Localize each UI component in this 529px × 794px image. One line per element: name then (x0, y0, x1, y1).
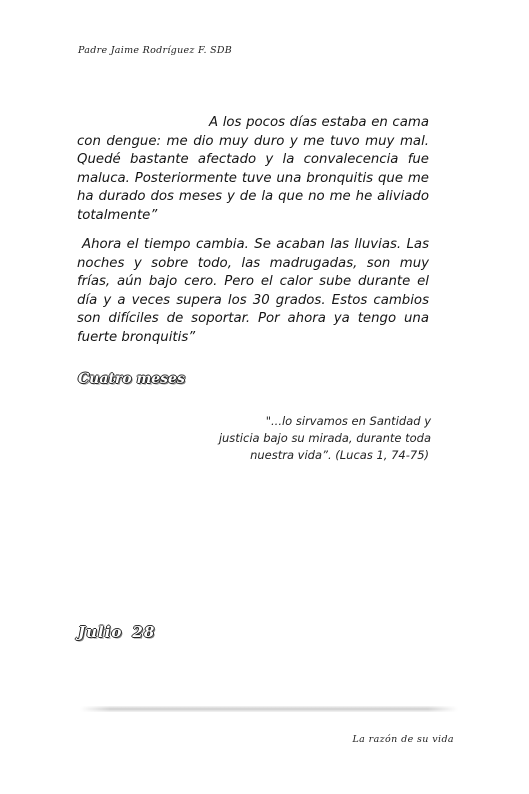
bible-quote (205, 413, 431, 464)
entry-date (78, 623, 155, 641)
footer-divider (80, 706, 458, 712)
quote-line-2: justicia bajo su mirada, durante toda (218, 431, 431, 445)
entry-date-month: Julio (78, 623, 123, 641)
entry-date-day: 28 (132, 623, 156, 641)
quote-line-1: "...lo sirvamos en Santidad y (265, 414, 431, 428)
running-footer: La razón de su vida (352, 734, 454, 745)
section-title: Cuatro meses (78, 371, 185, 387)
body-paragraph-2: Ahora el tiempo cambia. Se acaban las lluvias. Las noches y sobre todo, las madrugadas, son muy frías, aún bajo cero. Pero el calor sube durante el día y a veces supera los 30 grados. Estos cambios son difíciles de soportar. Por ahora ya tengo una fuerte bronquitis” (77, 237, 429, 345)
running-header: Padre Jaime Rodríguez F. SDB (78, 45, 233, 56)
body-paragraph-1: A los pocos días estaba en cama con dengue: me dio muy duro y me tuvo muy mal. Quedé bastante afectado y la convalecencia fue maluca. Posteriormente tuve una bronquitis que me ha durado dos meses y de la que no me he aliviado totalmente” (77, 115, 429, 223)
quote-line-3: nuestra vida”. (Lucas 1, 74-75) (250, 448, 429, 462)
